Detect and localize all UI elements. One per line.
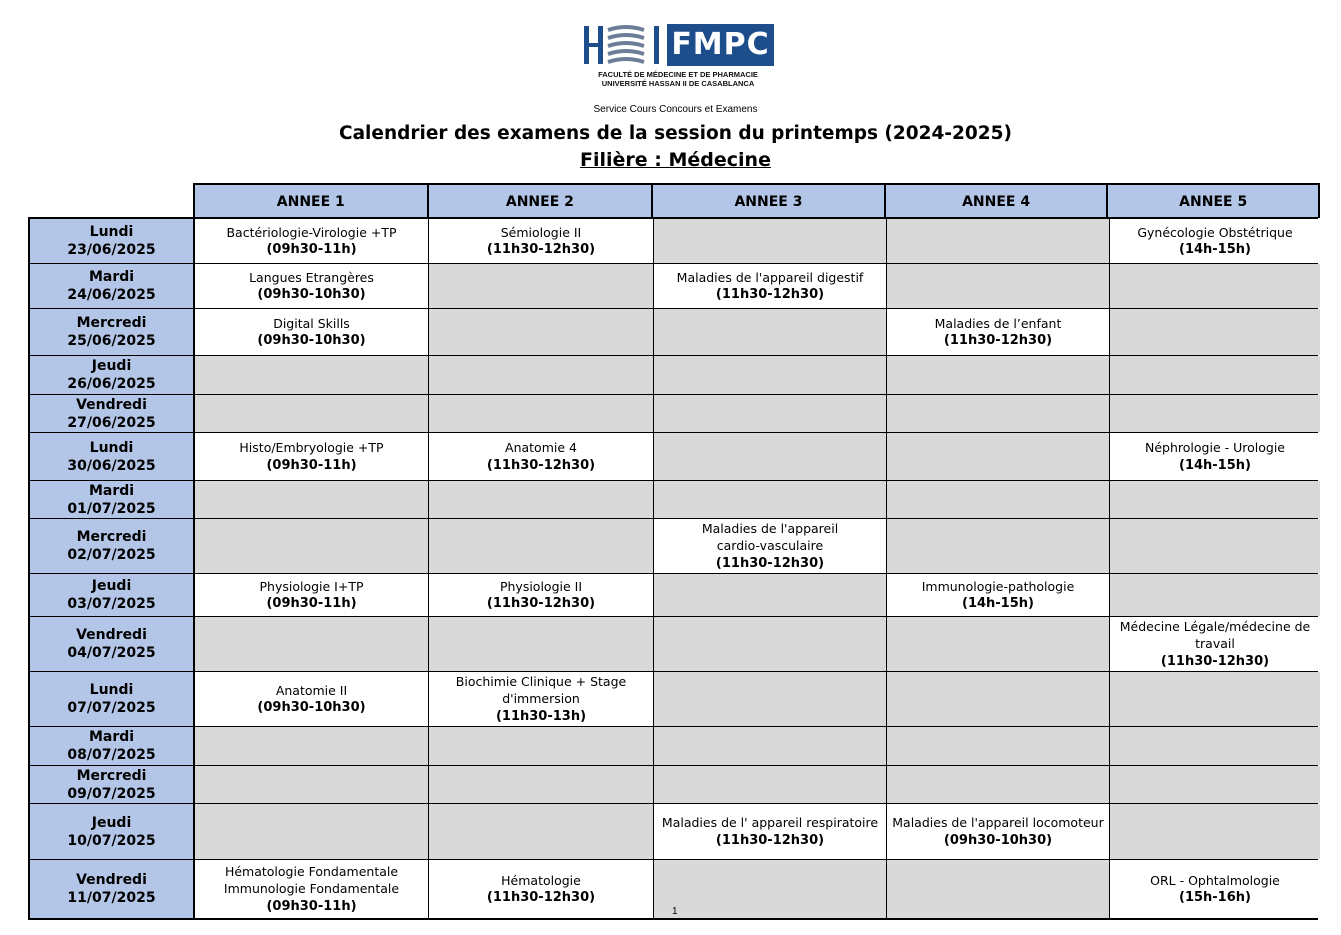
day-date: 25/06/2025 (67, 333, 156, 349)
exam-time: (11h30-12h30) (1160, 653, 1270, 669)
exam-time: (15h-16h) (1179, 890, 1251, 905)
empty-cell (195, 617, 429, 671)
empty-cell (654, 860, 887, 918)
column-header-annee-5: ANNEE 5 (1179, 193, 1248, 210)
day-cell (30, 727, 195, 765)
empty-cell (654, 219, 887, 263)
exam-subject: Anatomie 4 (505, 440, 577, 455)
day-date: 02/07/2025 (67, 547, 156, 563)
schedule-row (30, 309, 1316, 356)
empty-cell (429, 519, 654, 573)
exam-cell (195, 433, 429, 480)
exam-time: (09h30-10h30) (257, 287, 366, 302)
empty-cell (654, 617, 887, 671)
empty-cell (887, 481, 1110, 518)
exam-subject: Maladies de l' appareil respiratoire (661, 815, 879, 830)
exam-cell (429, 219, 654, 263)
empty-cell (429, 395, 654, 432)
empty-cell (887, 356, 1110, 394)
exam-subject: Bactériologie-Virologie +TP (226, 224, 397, 240)
exam-cell (1110, 219, 1320, 263)
exam-cell (195, 264, 429, 308)
day-cell (30, 433, 195, 480)
exam-subject: Immunologie-pathologie (921, 578, 1075, 594)
empty-cell (429, 804, 654, 859)
exam-cell (429, 860, 654, 918)
empty-cell (1110, 481, 1320, 518)
column-header-annee-4: ANNEE 4 (886, 185, 1109, 218)
schedule-row (30, 395, 1316, 433)
empty-cell (195, 481, 429, 518)
day-cell (30, 860, 195, 918)
exam-cell (429, 574, 654, 616)
empty-cell (887, 219, 1110, 263)
page-number: 1 (672, 906, 678, 917)
exam-cell (887, 309, 1110, 355)
day-cell (30, 804, 195, 859)
exam-subject: Physiologie II (499, 578, 583, 594)
empty-cell (654, 481, 887, 518)
exam-time: (11h30-12h30) (715, 832, 825, 848)
column-header-annee-1: ANNEE 1 (195, 185, 429, 218)
day-date: 11/07/2025 (67, 890, 156, 906)
schedule-row (30, 219, 1316, 264)
empty-cell (195, 804, 429, 859)
exam-cell (654, 519, 887, 573)
empty-cell (1110, 766, 1320, 803)
schedule-row (30, 617, 1316, 672)
day-name: Mercredi (76, 315, 147, 331)
exam-subject: Néphrologie - Urologie (1145, 440, 1285, 455)
exam-cell (429, 433, 654, 480)
day-name: Jeudi (91, 578, 132, 594)
day-cell (30, 264, 195, 308)
day-date: 23/06/2025 (67, 242, 156, 258)
day-cell (30, 672, 195, 726)
day-date: 10/07/2025 (67, 832, 156, 849)
exam-schedule-table (28, 217, 1318, 920)
empty-cell (195, 356, 429, 394)
empty-cell (654, 309, 887, 355)
day-date: 24/06/2025 (67, 287, 156, 303)
logo-caption-university: UNIVERSITÉ HASSAN II DE CASABLANCA (601, 79, 755, 88)
empty-cell (195, 727, 429, 765)
schedule-row (30, 672, 1316, 727)
exam-subject: Biochimie Clinique + Stage (455, 673, 627, 689)
schedule-row (30, 356, 1316, 395)
schedule-row (30, 727, 1316, 766)
day-date: 27/06/2025 (67, 414, 156, 431)
empty-cell (887, 264, 1110, 308)
exam-cell (195, 860, 429, 918)
day-name: Jeudi (91, 358, 132, 374)
page-subtitle: Filière : Médecine (580, 149, 771, 171)
exam-time: (09h30-10h30) (257, 700, 366, 715)
empty-cell (1110, 672, 1320, 726)
exam-subject: Maladies de l'appareil digestif (676, 269, 864, 285)
exam-subject: Maladies de l’enfant (934, 315, 1062, 331)
exam-subject: Hématologie Fondamentale (224, 863, 399, 879)
exam-subject: Immunologie Fondamentale (223, 881, 400, 897)
exam-subject: Maladies de l'appareil (701, 520, 839, 536)
exam-cell (195, 219, 429, 263)
exam-subject: Langues Etrangères (249, 269, 374, 285)
empty-cell (887, 727, 1110, 765)
exam-subject: Médecine Légale/médecine de (1119, 618, 1311, 634)
schedule-row (30, 481, 1316, 519)
year-header-row (193, 183, 1320, 218)
day-cell (30, 481, 195, 518)
uh2c-logo-icon (582, 24, 662, 66)
empty-cell (195, 519, 429, 573)
exam-time: (11h30-12h30) (486, 457, 596, 473)
exam-cell (887, 804, 1110, 859)
day-date: 09/07/2025 (67, 785, 156, 802)
exam-time: (11h30-12h30) (486, 596, 596, 611)
exam-cell (1110, 433, 1320, 480)
empty-cell (429, 617, 654, 671)
service-name: Service Cours Concours et Examens (593, 104, 758, 115)
exam-cell (195, 574, 429, 616)
exam-subject: ORL - Ophtalmologie (1150, 872, 1280, 888)
empty-cell (1110, 804, 1320, 859)
day-name: Mardi (88, 729, 135, 745)
exam-cell (195, 672, 429, 726)
day-date: 04/07/2025 (67, 645, 156, 661)
schedule-row (30, 804, 1316, 860)
empty-cell (429, 356, 654, 394)
day-cell (30, 574, 195, 616)
day-name: Mercredi (76, 529, 147, 545)
day-date: 26/06/2025 (67, 376, 156, 392)
exam-time: (11h30-12h30) (715, 287, 825, 302)
empty-cell (887, 395, 1110, 432)
empty-cell (429, 481, 654, 518)
exam-subject: Physiologie I+TP (259, 578, 364, 594)
empty-cell (654, 574, 887, 616)
empty-cell (654, 356, 887, 394)
exam-cell (429, 672, 654, 726)
column-header-annee-2: ANNEE 2 (429, 185, 654, 218)
exam-time: (14h-15h) (1179, 457, 1251, 473)
exam-time: (09h30-11h) (266, 898, 357, 914)
exam-cell (195, 309, 429, 355)
exam-time: (09h30-11h) (266, 457, 357, 473)
day-cell (30, 519, 195, 573)
empty-cell (429, 264, 654, 308)
empty-cell (1110, 264, 1320, 308)
exam-time: (11h30-12h30) (486, 890, 596, 905)
day-name: Mercredi (76, 767, 147, 784)
logo-text: FMPC (667, 24, 774, 66)
exam-subject: Anatomie II (275, 682, 348, 698)
exam-cell (1110, 860, 1320, 918)
exam-cell (654, 264, 887, 308)
day-date: 01/07/2025 (67, 500, 156, 517)
exam-time: (14h-15h) (1179, 242, 1251, 257)
exam-time: (09h30-11h) (266, 596, 357, 611)
day-date: 07/07/2025 (67, 700, 156, 716)
empty-cell (1110, 519, 1320, 573)
exam-time: (09h30-10h30) (943, 832, 1053, 848)
empty-cell (654, 672, 887, 726)
day-date: 03/07/2025 (67, 596, 156, 612)
fmpc-logo (582, 24, 774, 92)
page-title: Calendrier des examens de la session du printemps (2024-2025) (339, 123, 1012, 144)
exam-time: (14h-15h) (962, 596, 1034, 611)
empty-cell (654, 727, 887, 765)
empty-cell (887, 433, 1110, 480)
exam-subject: cardio-vasculaire (716, 538, 824, 554)
day-name: Jeudi (91, 814, 132, 831)
exam-subject: Gynécologie Obstétrique (1137, 224, 1293, 240)
empty-cell (429, 727, 654, 765)
schedule-row (30, 433, 1316, 481)
exam-time: (09h30-11h) (266, 242, 357, 257)
day-name: Mardi (88, 269, 135, 285)
day-name: Lundi (89, 224, 134, 240)
exam-time: (11h30-12h30) (943, 333, 1053, 348)
day-date: 08/07/2025 (67, 747, 156, 763)
exam-subject: Hématologie (501, 872, 581, 888)
day-name: Vendredi (76, 872, 147, 888)
empty-cell (887, 860, 1110, 918)
exam-time: (11h30-13h) (495, 708, 587, 724)
day-name: Lundi (89, 682, 134, 698)
exam-subject: Histo/Embryologie +TP (239, 440, 384, 455)
day-cell (30, 766, 195, 803)
empty-cell (1110, 395, 1320, 432)
day-date: 30/06/2025 (67, 457, 156, 474)
empty-cell (429, 309, 654, 355)
empty-cell (654, 395, 887, 432)
exam-subject: Sémiologie II (500, 224, 582, 240)
empty-cell (654, 433, 887, 480)
day-cell (30, 617, 195, 671)
exam-subject: Maladies de l'appareil locomoteur (892, 815, 1104, 830)
schedule-row (30, 519, 1316, 574)
empty-cell (195, 395, 429, 432)
empty-cell (887, 519, 1110, 573)
exam-cell (654, 804, 887, 859)
column-header-annee-3: ANNEE 3 (653, 185, 886, 218)
empty-cell (1110, 309, 1320, 355)
empty-cell (195, 766, 429, 803)
empty-cell (887, 766, 1110, 803)
day-name: Lundi (89, 439, 134, 456)
day-name: Vendredi (76, 627, 147, 643)
day-cell (30, 356, 195, 394)
exam-time: (09h30-10h30) (257, 333, 366, 348)
day-cell (30, 219, 195, 263)
day-name: Vendredi (76, 396, 147, 413)
day-cell (30, 309, 195, 355)
day-name: Mardi (88, 482, 135, 499)
schedule-row (30, 766, 1316, 804)
exam-cell (887, 574, 1110, 616)
empty-cell (1110, 727, 1320, 765)
empty-cell (429, 766, 654, 803)
schedule-row (30, 264, 1316, 309)
empty-cell (654, 766, 887, 803)
logo-caption-faculty: FACULTÉ DE MÉDECINE ET DE PHARMACIE (598, 70, 758, 79)
exam-cell (1110, 617, 1320, 671)
exam-subject: travail (1195, 636, 1235, 652)
exam-subject: Digital Skills (273, 315, 350, 331)
schedule-row (30, 574, 1316, 617)
exam-subject: d'immersion (502, 691, 580, 707)
empty-cell (1110, 356, 1320, 394)
day-cell (30, 395, 195, 432)
exam-time: (11h30-12h30) (486, 242, 596, 257)
empty-cell (887, 617, 1110, 671)
exam-time: (11h30-12h30) (715, 555, 825, 571)
empty-cell (1110, 574, 1320, 616)
empty-cell (887, 672, 1110, 726)
